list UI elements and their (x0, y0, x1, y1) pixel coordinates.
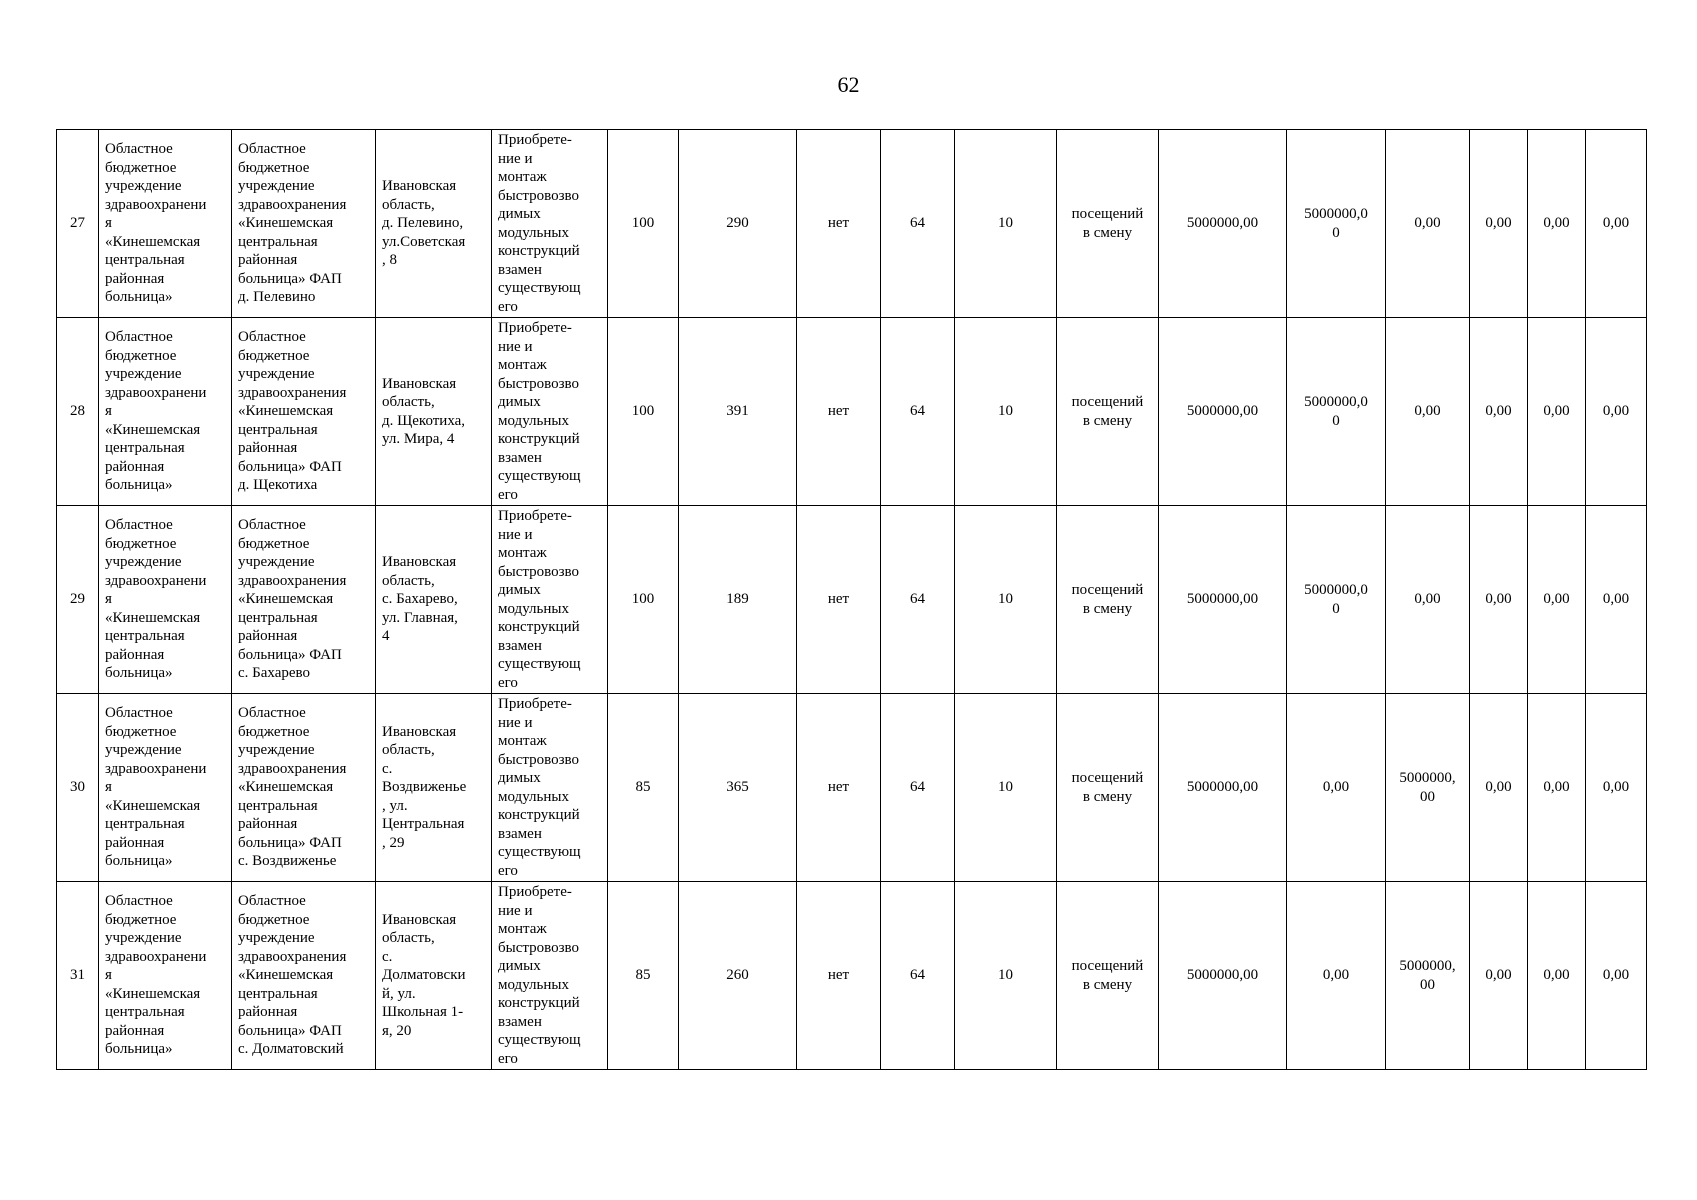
value-cell-9: 10 (955, 506, 1057, 694)
facility-cell: Областное бюджетное учреждение здравоохранения «Кинешемская центральная районная больница» ФАП с. Долматовский (232, 882, 376, 1070)
address-cell: Ивановская область, д. Пелевино, ул.Советская , 8 (376, 130, 492, 318)
year-2-cell: 0,00 (1386, 130, 1470, 318)
year-1-cell: 5000000,0 0 (1287, 130, 1386, 318)
facilities-table (56, 129, 1647, 1070)
year-5-cell: 0,00 (1586, 318, 1647, 506)
table-row (57, 506, 1647, 694)
unit-cell: посещений в смену (1057, 882, 1159, 1070)
row-number-cell: 29 (57, 506, 99, 694)
address-cell: Ивановская область, с. Воздвиженье , ул. Центральная , 29 (376, 694, 492, 882)
unit-cell: посещений в смену (1057, 506, 1159, 694)
value-cell-7: нет (797, 318, 881, 506)
facility-cell: Областное бюджетное учреждение здравоохранения «Кинешемская центральная районная больница» ФАП с. Бахарево (232, 506, 376, 694)
value-cell-7: нет (797, 130, 881, 318)
value-cell-6: 365 (679, 694, 797, 882)
value-cell-9: 10 (955, 318, 1057, 506)
year-2-cell: 0,00 (1386, 506, 1470, 694)
value-cell-6: 260 (679, 882, 797, 1070)
facility-cell: Областное бюджетное учреждение здравоохранения «Кинешемская центральная районная больница» ФАП д. Пелевино (232, 130, 376, 318)
year-4-cell: 0,00 (1528, 882, 1586, 1070)
year-5-cell: 0,00 (1586, 506, 1647, 694)
facility-cell: Областное бюджетное учреждение здравоохранения «Кинешемская центральная районная больница» ФАП д. Щекотиха (232, 318, 376, 506)
address-cell: Ивановская область, д. Щекотиха, ул. Мира, 4 (376, 318, 492, 506)
row-number-cell: 27 (57, 130, 99, 318)
year-1-cell: 5000000,0 0 (1287, 318, 1386, 506)
address-cell: Ивановская область, с. Долматовски й, ул. Школьная 1- я, 20 (376, 882, 492, 1070)
year-3-cell: 0,00 (1470, 130, 1528, 318)
organization-cell: Областное бюджетное учреждение здравоохранени я «Кинешемская центральная районная больница» (99, 318, 232, 506)
work-type-cell: Приобрете- ние и монтаж быстровозво димых модульных конструкций взамен существующ его (492, 694, 608, 882)
value-cell-8: 64 (881, 130, 955, 318)
organization-cell: Областное бюджетное учреждение здравоохранени я «Кинешемская центральная районная больница» (99, 130, 232, 318)
address-cell: Ивановская область, с. Бахарево, ул. Главная, 4 (376, 506, 492, 694)
value-cell-5: 100 (608, 130, 679, 318)
year-4-cell: 0,00 (1528, 130, 1586, 318)
unit-cell: посещений в смену (1057, 318, 1159, 506)
value-cell-9: 10 (955, 882, 1057, 1070)
organization-cell: Областное бюджетное учреждение здравоохранени я «Кинешемская центральная районная больница» (99, 694, 232, 882)
row-number-cell: 31 (57, 882, 99, 1070)
page-number: 62 (837, 72, 860, 97)
year-4-cell: 0,00 (1528, 506, 1586, 694)
work-type-cell: Приобрете- ние и монтаж быстровозво димых модульных конструкций взамен существующ его (492, 882, 608, 1070)
total-cell: 5000000,00 (1159, 882, 1287, 1070)
value-cell-8: 64 (881, 882, 955, 1070)
table-row (57, 694, 1647, 882)
value-cell-8: 64 (881, 694, 955, 882)
facility-cell: Областное бюджетное учреждение здравоохранения «Кинешемская центральная районная больница» ФАП с. Воздвиженье (232, 694, 376, 882)
row-number-cell: 30 (57, 694, 99, 882)
value-cell-6: 290 (679, 130, 797, 318)
year-3-cell: 0,00 (1470, 318, 1528, 506)
value-cell-5: 100 (608, 318, 679, 506)
value-cell-6: 391 (679, 318, 797, 506)
year-4-cell: 0,00 (1528, 318, 1586, 506)
year-1-cell: 5000000,0 0 (1287, 506, 1386, 694)
value-cell-9: 10 (955, 694, 1057, 882)
unit-cell: посещений в смену (1057, 694, 1159, 882)
value-cell-9: 10 (955, 130, 1057, 318)
value-cell-5: 85 (608, 694, 679, 882)
table-row (57, 130, 1647, 318)
organization-cell: Областное бюджетное учреждение здравоохранени я «Кинешемская центральная районная больница» (99, 506, 232, 694)
year-1-cell: 0,00 (1287, 694, 1386, 882)
year-5-cell: 0,00 (1586, 694, 1647, 882)
value-cell-5: 85 (608, 882, 679, 1070)
value-cell-7: нет (797, 694, 881, 882)
value-cell-8: 64 (881, 318, 955, 506)
total-cell: 5000000,00 (1159, 130, 1287, 318)
value-cell-7: нет (797, 506, 881, 694)
value-cell-5: 100 (608, 506, 679, 694)
year-4-cell: 0,00 (1528, 694, 1586, 882)
table-row (57, 318, 1647, 506)
table-row (57, 882, 1647, 1070)
work-type-cell: Приобрете- ние и монтаж быстровозво димых модульных конструкций взамен существующ его (492, 130, 608, 318)
year-3-cell: 0,00 (1470, 694, 1528, 882)
unit-cell: посещений в смену (1057, 130, 1159, 318)
total-cell: 5000000,00 (1159, 694, 1287, 882)
year-2-cell: 5000000, 00 (1386, 694, 1470, 882)
value-cell-6: 189 (679, 506, 797, 694)
table-body (57, 130, 1647, 1070)
total-cell: 5000000,00 (1159, 506, 1287, 694)
value-cell-7: нет (797, 882, 881, 1070)
year-3-cell: 0,00 (1470, 506, 1528, 694)
year-2-cell: 5000000, 00 (1386, 882, 1470, 1070)
year-2-cell: 0,00 (1386, 318, 1470, 506)
total-cell: 5000000,00 (1159, 318, 1287, 506)
year-3-cell: 0,00 (1470, 882, 1528, 1070)
year-5-cell: 0,00 (1586, 130, 1647, 318)
year-5-cell: 0,00 (1586, 882, 1647, 1070)
work-type-cell: Приобрете- ние и монтаж быстровозво димых модульных конструкций взамен существующ его (492, 318, 608, 506)
work-type-cell: Приобрете- ние и монтаж быстровозво димых модульных конструкций взамен существующ его (492, 506, 608, 694)
value-cell-8: 64 (881, 506, 955, 694)
organization-cell: Областное бюджетное учреждение здравоохранени я «Кинешемская центральная районная больница» (99, 882, 232, 1070)
year-1-cell: 0,00 (1287, 882, 1386, 1070)
row-number-cell: 28 (57, 318, 99, 506)
